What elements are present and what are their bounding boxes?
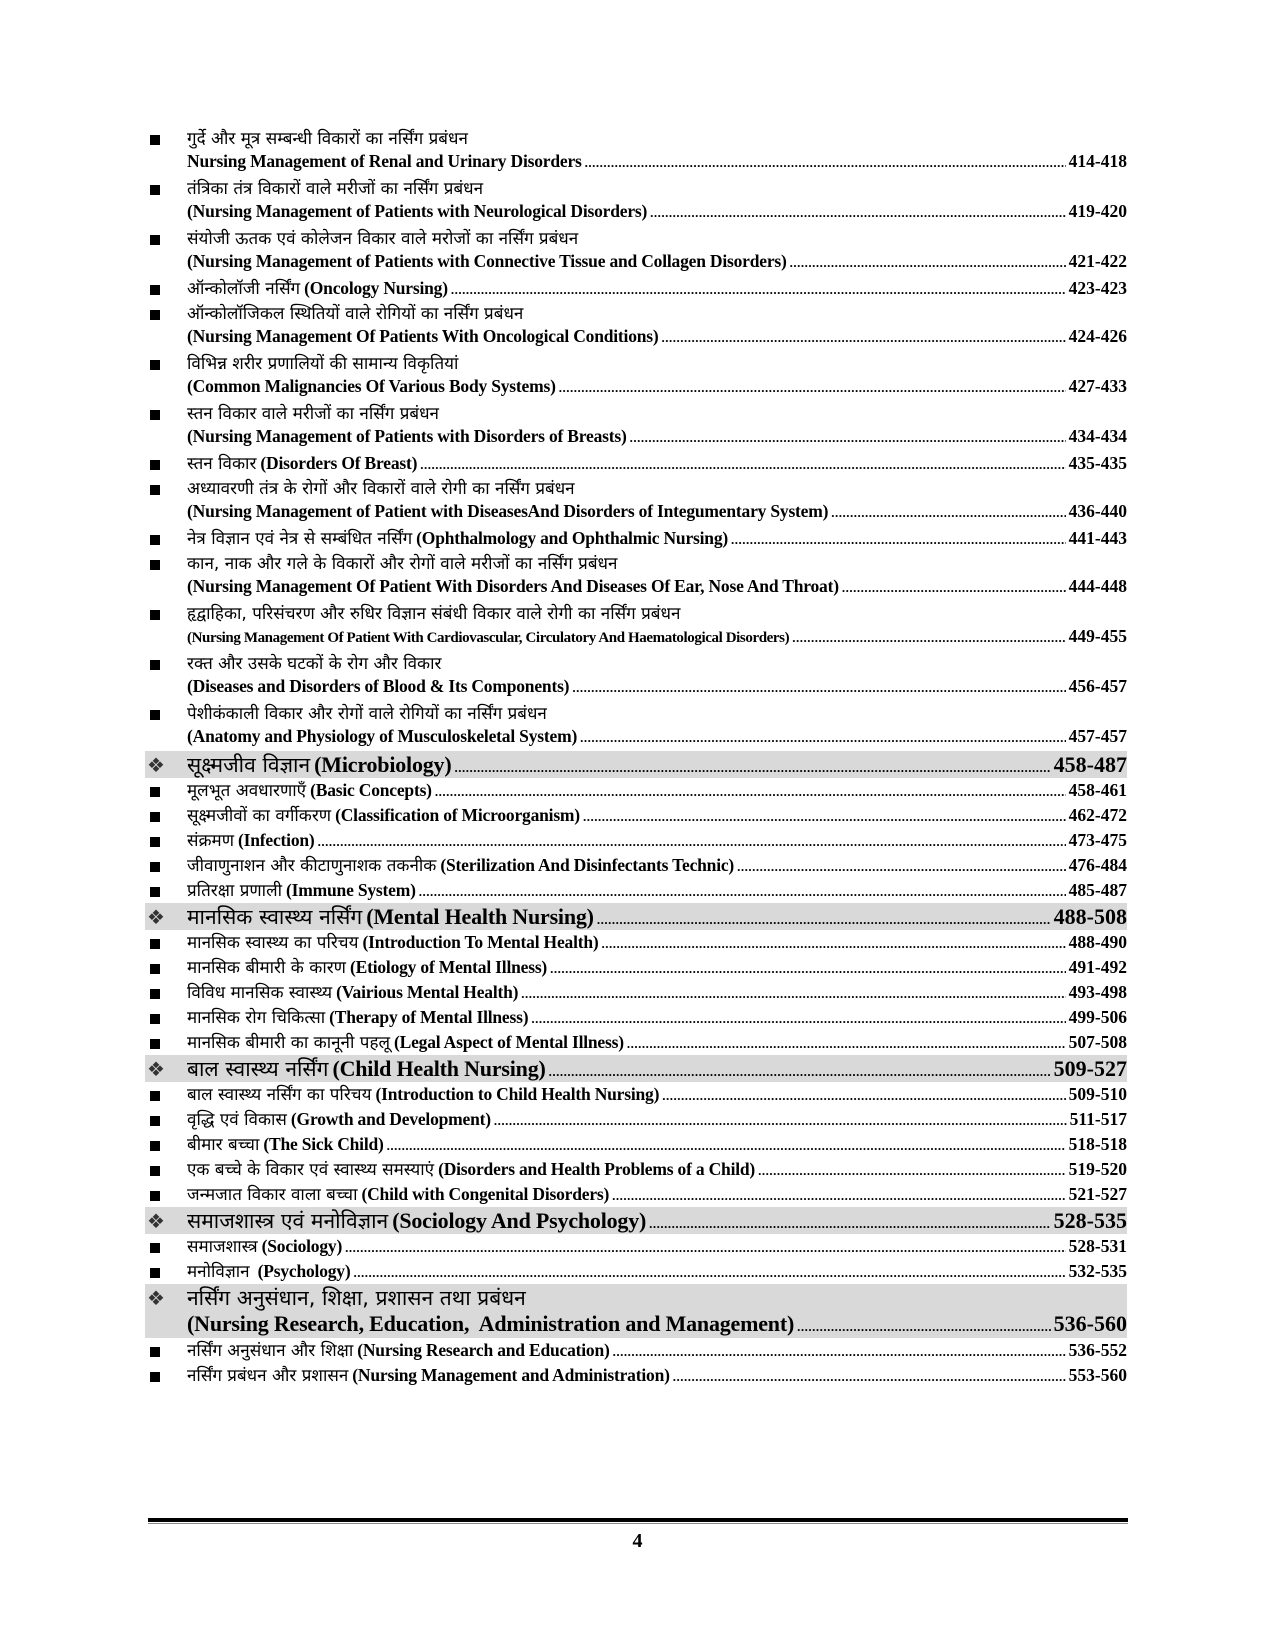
diamond-bullet-icon: ❖ [147, 1288, 165, 1310]
square-bullet-icon [145, 1164, 187, 1180]
square-bullet-icon [145, 987, 187, 1003]
diamond-bullet-icon: ❖ [147, 1211, 165, 1233]
toc-entry[interactable] [145, 651, 1127, 701]
toc-entry[interactable] [145, 401, 1127, 451]
section-title-english: (Mental Health Nursing) [366, 904, 594, 929]
dot-leader [345, 1240, 1066, 1256]
toc-entry[interactable] [145, 176, 1127, 226]
entry-title-english: (Nursing Management of Patients with Neurological Disorders) [187, 201, 648, 221]
entry-pages: 519-520 [1068, 1159, 1127, 1179]
entry-title-hindi: प्रतिरक्षा प्रणाली [187, 881, 283, 901]
entry-pages: 423-423 [1068, 278, 1127, 298]
entry-pages: 491-492 [1068, 957, 1127, 977]
square-bullet-icon [145, 233, 187, 249]
square-bullet-icon [145, 885, 187, 901]
square-bullet-icon [145, 183, 187, 199]
dot-leader [737, 859, 1066, 875]
toc-entry[interactable] [145, 1157, 1127, 1182]
dot-leader [549, 1064, 1051, 1080]
entry-title-english: (Introduction to Child Health Nursing) [375, 1084, 660, 1104]
page-number: 4 [632, 1530, 643, 1552]
toc-entry[interactable] [145, 930, 1127, 955]
toc-entry[interactable] [145, 551, 1127, 601]
dot-leader [630, 430, 1066, 446]
entry-pages: 434-434 [1068, 426, 1127, 446]
entry-title-hindi: हृद्वाहिका, परिसंचरण और रुधिर विज्ञान संबंधी विकार वाले रोगी का नर्सिंग प्रबंधन [187, 604, 681, 624]
section-title-hindi: बाल स्वास्थ्य नर्सिंग [187, 1057, 329, 1081]
section-title-english: (Nursing Research, Education, Administration and Management) [187, 1311, 795, 1336]
entry-title-hindi: संयोजी ऊतक एवं कोलेजन विकार वाले मरोजों का नर्सिंग प्रबंधन [187, 229, 579, 249]
entry-pages: 476-484 [1068, 855, 1127, 875]
entry-title-hindi: स्तन विकार वाले मरीजों का नर्सिंग प्रबंधन [187, 404, 439, 424]
entry-pages: 419-420 [1068, 201, 1127, 221]
toc-entry[interactable] [145, 1082, 1127, 1107]
entry-title-hindi: मूलभूत अवधारणाएँ [187, 781, 307, 801]
entry-pages: 485-487 [1068, 880, 1127, 900]
section-title-english: (Microbiology) [314, 752, 452, 777]
toc-entry[interactable] [145, 276, 1127, 301]
square-bullet-icon [145, 1266, 187, 1282]
entry-title-english: (Disorders and Health Problems of a Child) [438, 1159, 756, 1179]
square-bullet-icon [145, 1241, 187, 1257]
square-bullet-icon [145, 835, 187, 851]
entry-pages: 441-443 [1068, 528, 1127, 548]
dot-leader [597, 912, 1051, 928]
section-heading-child-health[interactable] [145, 1055, 1127, 1082]
toc-entry[interactable] [145, 1005, 1127, 1030]
section-title-english: (Child Health Nursing) [332, 1056, 546, 1081]
entry-title-english: (Nursing Management Of Patient With Cardiovascular, Circulatory And Haematological Disorders) [187, 630, 790, 646]
entry-pages: 518-518 [1068, 1134, 1127, 1154]
dot-leader [572, 680, 1065, 696]
dot-leader [831, 505, 1065, 521]
entry-pages: 488-490 [1068, 932, 1127, 952]
toc-entry[interactable] [145, 1259, 1127, 1284]
dot-leader [842, 580, 1066, 596]
dot-leader [649, 1216, 1051, 1232]
square-bullet-icon [145, 937, 187, 953]
toc-entry[interactable] [145, 451, 1127, 476]
entry-pages: 507-508 [1068, 1032, 1127, 1052]
entry-title-hindi: बीमार बच्चा [187, 1135, 260, 1155]
entry-pages: 458-461 [1068, 780, 1127, 800]
square-bullet-icon [145, 283, 187, 299]
square-bullet-icon [145, 483, 187, 499]
entry-title-hindi: मानसिक रोग चिकित्सा [187, 1008, 326, 1028]
entry-title-hindi: ऑन्कोलॉजिकल स्थितियों वाले रोगियों का नर्सिंग प्रबंधन [187, 304, 524, 324]
entry-title-english: (Introduction To Mental Health) [362, 932, 599, 952]
square-bullet-icon [145, 810, 187, 826]
entry-title-english: (Nursing Management of Patients with Disorders of Breasts) [187, 426, 627, 446]
dot-leader [612, 1188, 1066, 1204]
entry-title-english: (Infection) [238, 830, 315, 850]
section-title-hindi: नर्सिंग अनुसंधान, शिक्षा, प्रशासन तथा प्रबंधन [187, 1286, 526, 1310]
dot-leader [419, 884, 1066, 900]
table-of-contents [145, 126, 1127, 1388]
section-title-hindi: मानसिक स्वास्थ्य नर्सिंग [187, 905, 363, 929]
section-heading-mental-health[interactable] [145, 903, 1127, 930]
dot-leader [550, 961, 1066, 977]
entry-pages: 436-440 [1068, 501, 1127, 521]
section-heading-nursing-research[interactable] [145, 1284, 1127, 1338]
square-bullet-icon [145, 1370, 187, 1386]
entry-title-hindi: गुर्दे और मूत्र सम्बन्धी विकारों का नर्सिंग प्रबंधन [187, 129, 468, 149]
entry-pages: 462-472 [1068, 805, 1127, 825]
diamond-bullet-icon: ❖ [147, 907, 165, 929]
square-bullet-icon [145, 1089, 187, 1105]
entry-title-english: (Legal Aspect of Mental Illness) [394, 1032, 624, 1052]
dot-leader [792, 630, 1065, 646]
entry-pages: 414-418 [1068, 151, 1127, 171]
dot-leader [585, 155, 1066, 171]
entry-title-english: (Basic Concepts) [310, 780, 432, 800]
square-bullet-icon [145, 133, 187, 149]
section-title-english: (Sociology And Psychology) [392, 1208, 647, 1233]
section-title-hindi: सूक्ष्मजीव विज्ञान [187, 753, 311, 777]
entry-title-english: (Common Malignancies Of Various Body Systems) [187, 376, 556, 396]
dot-leader [602, 936, 1066, 952]
dot-leader [580, 730, 1066, 746]
entry-title-hindi: जन्मजात विकार वाला बच्चा [187, 1185, 358, 1205]
entry-title-english: (Therapy of Mental Illness) [329, 1007, 529, 1027]
toc-entry[interactable] [145, 1234, 1127, 1259]
toc-entry[interactable] [145, 126, 1127, 176]
entry-pages: 456-457 [1068, 676, 1127, 696]
section-pages: 509-527 [1053, 1056, 1127, 1081]
section-pages: 536-560 [1053, 1311, 1127, 1336]
entry-title-english: (Vairious Mental Health) [336, 982, 519, 1002]
section-title-hindi: समाजशास्त्र एवं मनोविज्ञान [187, 1209, 389, 1233]
dot-leader [650, 205, 1066, 221]
square-bullet-icon [145, 1012, 187, 1028]
entry-title-english: (Nursing Management Of Patient With Disorders And Diseases Of Ear, Nose And Throat) [187, 576, 839, 596]
toc-entry[interactable] [145, 955, 1127, 980]
entry-title-english: (Anatomy and Physiology of Musculoskeletal System) [187, 726, 578, 746]
entry-title-hindi: ऑन्कोलॉजी नर्सिंग [187, 279, 301, 299]
dot-leader [420, 457, 1065, 473]
entry-title-hindi: तंत्रिका तंत्र विकारों वाले मरीजों का नर्सिंग प्रबंधन [187, 179, 484, 199]
entry-title-hindi: स्तन विकार [187, 454, 257, 474]
section-heading-sociology-psychology[interactable] [145, 1207, 1127, 1234]
square-bullet-icon [145, 608, 187, 624]
entry-title-english: (Etiology of Mental Illness) [349, 957, 548, 977]
entry-pages: 449-455 [1068, 626, 1127, 646]
entry-title-english: (Nursing Management Of Patients With Oncological Conditions) [187, 326, 659, 346]
entry-title-hindi: एक बच्चे के विकार एवं स्वास्थ्य समस्याएं [187, 1160, 435, 1180]
entry-title-english: Nursing Management of Renal and Urinary Disorders [187, 151, 582, 171]
entry-pages: 421-422 [1068, 251, 1127, 271]
toc-entry[interactable] [145, 226, 1127, 276]
section-pages: 528-535 [1053, 1208, 1127, 1233]
entry-title-english: (Sterilization And Disinfectants Technic) [440, 855, 735, 875]
square-bullet-icon [145, 1114, 187, 1130]
square-bullet-icon [145, 658, 187, 674]
entry-pages: 532-535 [1068, 1261, 1127, 1281]
toc-entry[interactable] [145, 1338, 1127, 1363]
entry-title-english: (Ophthalmology and Ophthalmic Nursing) [416, 528, 729, 548]
square-bullet-icon [145, 308, 187, 324]
entry-title-english: (Nursing Research and Education) [357, 1340, 610, 1360]
dot-leader [353, 1265, 1065, 1281]
dot-leader [613, 1344, 1066, 1360]
toc-entry[interactable] [145, 1030, 1127, 1055]
section-pages: 488-508 [1053, 904, 1127, 929]
entry-pages: 493-498 [1068, 982, 1127, 1002]
dot-leader [318, 834, 1066, 850]
entry-title-english: (Psychology) [257, 1261, 351, 1281]
entry-title-english: (Classification of Microorganism) [335, 805, 580, 825]
dot-leader [451, 282, 1066, 298]
entry-title-english: (Sociology) [261, 1236, 343, 1256]
entry-title-hindi: अध्यावरणी तंत्र के रोगों और विकारों वाले रोगी का नर्सिंग प्रबंधन [187, 479, 575, 499]
entry-title-hindi: नर्सिंग प्रबंधन और प्रशासन [187, 1366, 349, 1386]
toc-entry[interactable] [145, 601, 1127, 651]
entry-title-english: (Disorders Of Breast) [260, 453, 418, 473]
toc-entry[interactable] [145, 1132, 1127, 1157]
dot-leader [662, 330, 1066, 346]
dot-leader [387, 1138, 1066, 1154]
dot-leader [521, 986, 1065, 1002]
entry-pages: 536-552 [1068, 1340, 1127, 1360]
square-bullet-icon [145, 458, 187, 474]
dot-leader [797, 1319, 1051, 1335]
toc-entry[interactable] [145, 1363, 1127, 1388]
diamond-bullet-icon: ❖ [147, 755, 165, 777]
entry-title-hindi: वृद्धि एवं विकास [187, 1110, 287, 1130]
entry-title-english: (Oncology Nursing) [304, 278, 448, 298]
entry-title-hindi: पेशीकंकाली विकार और रोगों वाले रोगियों का नर्सिंग प्रबंधन [187, 704, 547, 724]
toc-entry[interactable] [145, 980, 1127, 1005]
toc-entry[interactable] [145, 1107, 1127, 1132]
footer-rule [148, 1518, 1128, 1522]
entry-title-hindi: मानसिक बीमारी का कानूनी पहलू [187, 1033, 391, 1053]
entry-title-english: (Nursing Management of Patient with DiseasesAnd Disorders of Integumentary System) [187, 501, 829, 521]
entry-title-english: (Nursing Management and Administration) [352, 1365, 670, 1385]
square-bullet-icon [145, 962, 187, 978]
toc-entry[interactable] [145, 476, 1127, 526]
entry-title-hindi: जीवाणुनाशन और कीटाणुनाशक तकनीक [187, 856, 437, 876]
entry-pages: 528-531 [1068, 1236, 1127, 1256]
entry-pages: 427-433 [1068, 376, 1127, 396]
square-bullet-icon [145, 1037, 187, 1053]
dot-leader [454, 760, 1050, 776]
entry-pages: 521-527 [1068, 1184, 1127, 1204]
entry-pages: 444-448 [1068, 576, 1127, 596]
dot-leader [435, 784, 1066, 800]
square-bullet-icon [145, 408, 187, 424]
toc-entry[interactable] [145, 878, 1127, 903]
entry-title-hindi: रक्त और उसके घटकों के रोग और विकार [187, 654, 442, 674]
toc-entry[interactable] [145, 351, 1127, 401]
entry-title-english: (Growth and Development) [290, 1109, 491, 1129]
entry-title-english: (Diseases and Disorders of Blood & Its Components) [187, 676, 570, 696]
toc-entry[interactable] [145, 803, 1127, 828]
entry-title-hindi: मानसिक स्वास्थ्य का परिचय [187, 933, 359, 953]
square-bullet-icon [145, 1139, 187, 1155]
entry-pages: 509-510 [1068, 1084, 1127, 1104]
entry-title-english: (Nursing Management of Patients with Connective Tissue and Collagen Disorders) [187, 251, 787, 271]
entry-title-hindi: समाजशास्त्र [187, 1237, 258, 1257]
dot-leader [559, 380, 1066, 396]
entry-pages: 499-506 [1068, 1007, 1127, 1027]
entry-title-hindi: कान, नाक और गले के विकारों और रोगों वाले मरीजों का नर्सिंग प्रबंधन [187, 554, 618, 574]
entry-title-english: (Immune System) [286, 880, 416, 900]
square-bullet-icon [145, 708, 187, 724]
toc-entry[interactable] [145, 701, 1127, 751]
toc-entry[interactable] [145, 828, 1127, 853]
entry-title-hindi: सूक्ष्मजीवों का वर्गीकरण [187, 806, 332, 826]
dot-leader [627, 1036, 1066, 1052]
footer-rule-thin [148, 1523, 1128, 1524]
dot-leader [731, 532, 1066, 548]
entry-title-english: (The Sick Child) [263, 1134, 384, 1154]
entry-title-hindi: संक्रमण [187, 831, 235, 851]
entry-title-hindi: मनोविज्ञान [187, 1262, 250, 1282]
dot-leader [583, 809, 1066, 825]
square-bullet-icon [145, 358, 187, 374]
entry-title-hindi: नेत्र विज्ञान एवं नेत्र से सम्बंधित नर्सिंग [187, 529, 413, 549]
dot-leader [531, 1011, 1065, 1027]
entry-title-hindi: नर्सिंग अनुसंधान और शिक्षा [187, 1341, 354, 1361]
entry-pages: 553-560 [1068, 1365, 1127, 1385]
entry-title-english: (Child with Congenital Disorders) [361, 1184, 610, 1204]
toc-entry[interactable] [145, 853, 1127, 878]
square-bullet-icon [145, 860, 187, 876]
dot-leader [758, 1163, 1066, 1179]
entry-title-hindi: विभिन्न शरीर प्रणालियों की सामान्य विकृतियां [187, 354, 459, 374]
entry-title-hindi: बाल स्वास्थ्य नर्सिंग का परिचय [187, 1085, 372, 1105]
entry-pages: 435-435 [1068, 453, 1127, 473]
toc-entry[interactable] [145, 526, 1127, 551]
diamond-bullet-icon: ❖ [147, 1059, 165, 1081]
square-bullet-icon [145, 1189, 187, 1205]
entry-pages: 424-426 [1068, 326, 1127, 346]
square-bullet-icon [145, 533, 187, 549]
dot-leader [494, 1113, 1067, 1129]
square-bullet-icon [145, 558, 187, 574]
entry-pages: 457-457 [1068, 726, 1127, 746]
entry-pages: 473-475 [1068, 830, 1127, 850]
section-pages: 458-487 [1053, 752, 1127, 777]
dot-leader [673, 1369, 1066, 1385]
square-bullet-icon [145, 785, 187, 801]
dot-leader [790, 255, 1066, 271]
entry-title-hindi: विविध मानसिक स्वास्थ्य [187, 983, 333, 1003]
dot-leader [662, 1088, 1065, 1104]
entry-pages: 511-517 [1069, 1109, 1127, 1129]
toc-entry[interactable] [145, 301, 1127, 351]
entry-title-hindi: मानसिक बीमारी के कारण [187, 958, 346, 978]
toc-entry[interactable] [145, 778, 1127, 803]
square-bullet-icon [145, 1345, 187, 1361]
section-heading-microbiology[interactable] [145, 751, 1127, 778]
toc-entry[interactable] [145, 1182, 1127, 1207]
